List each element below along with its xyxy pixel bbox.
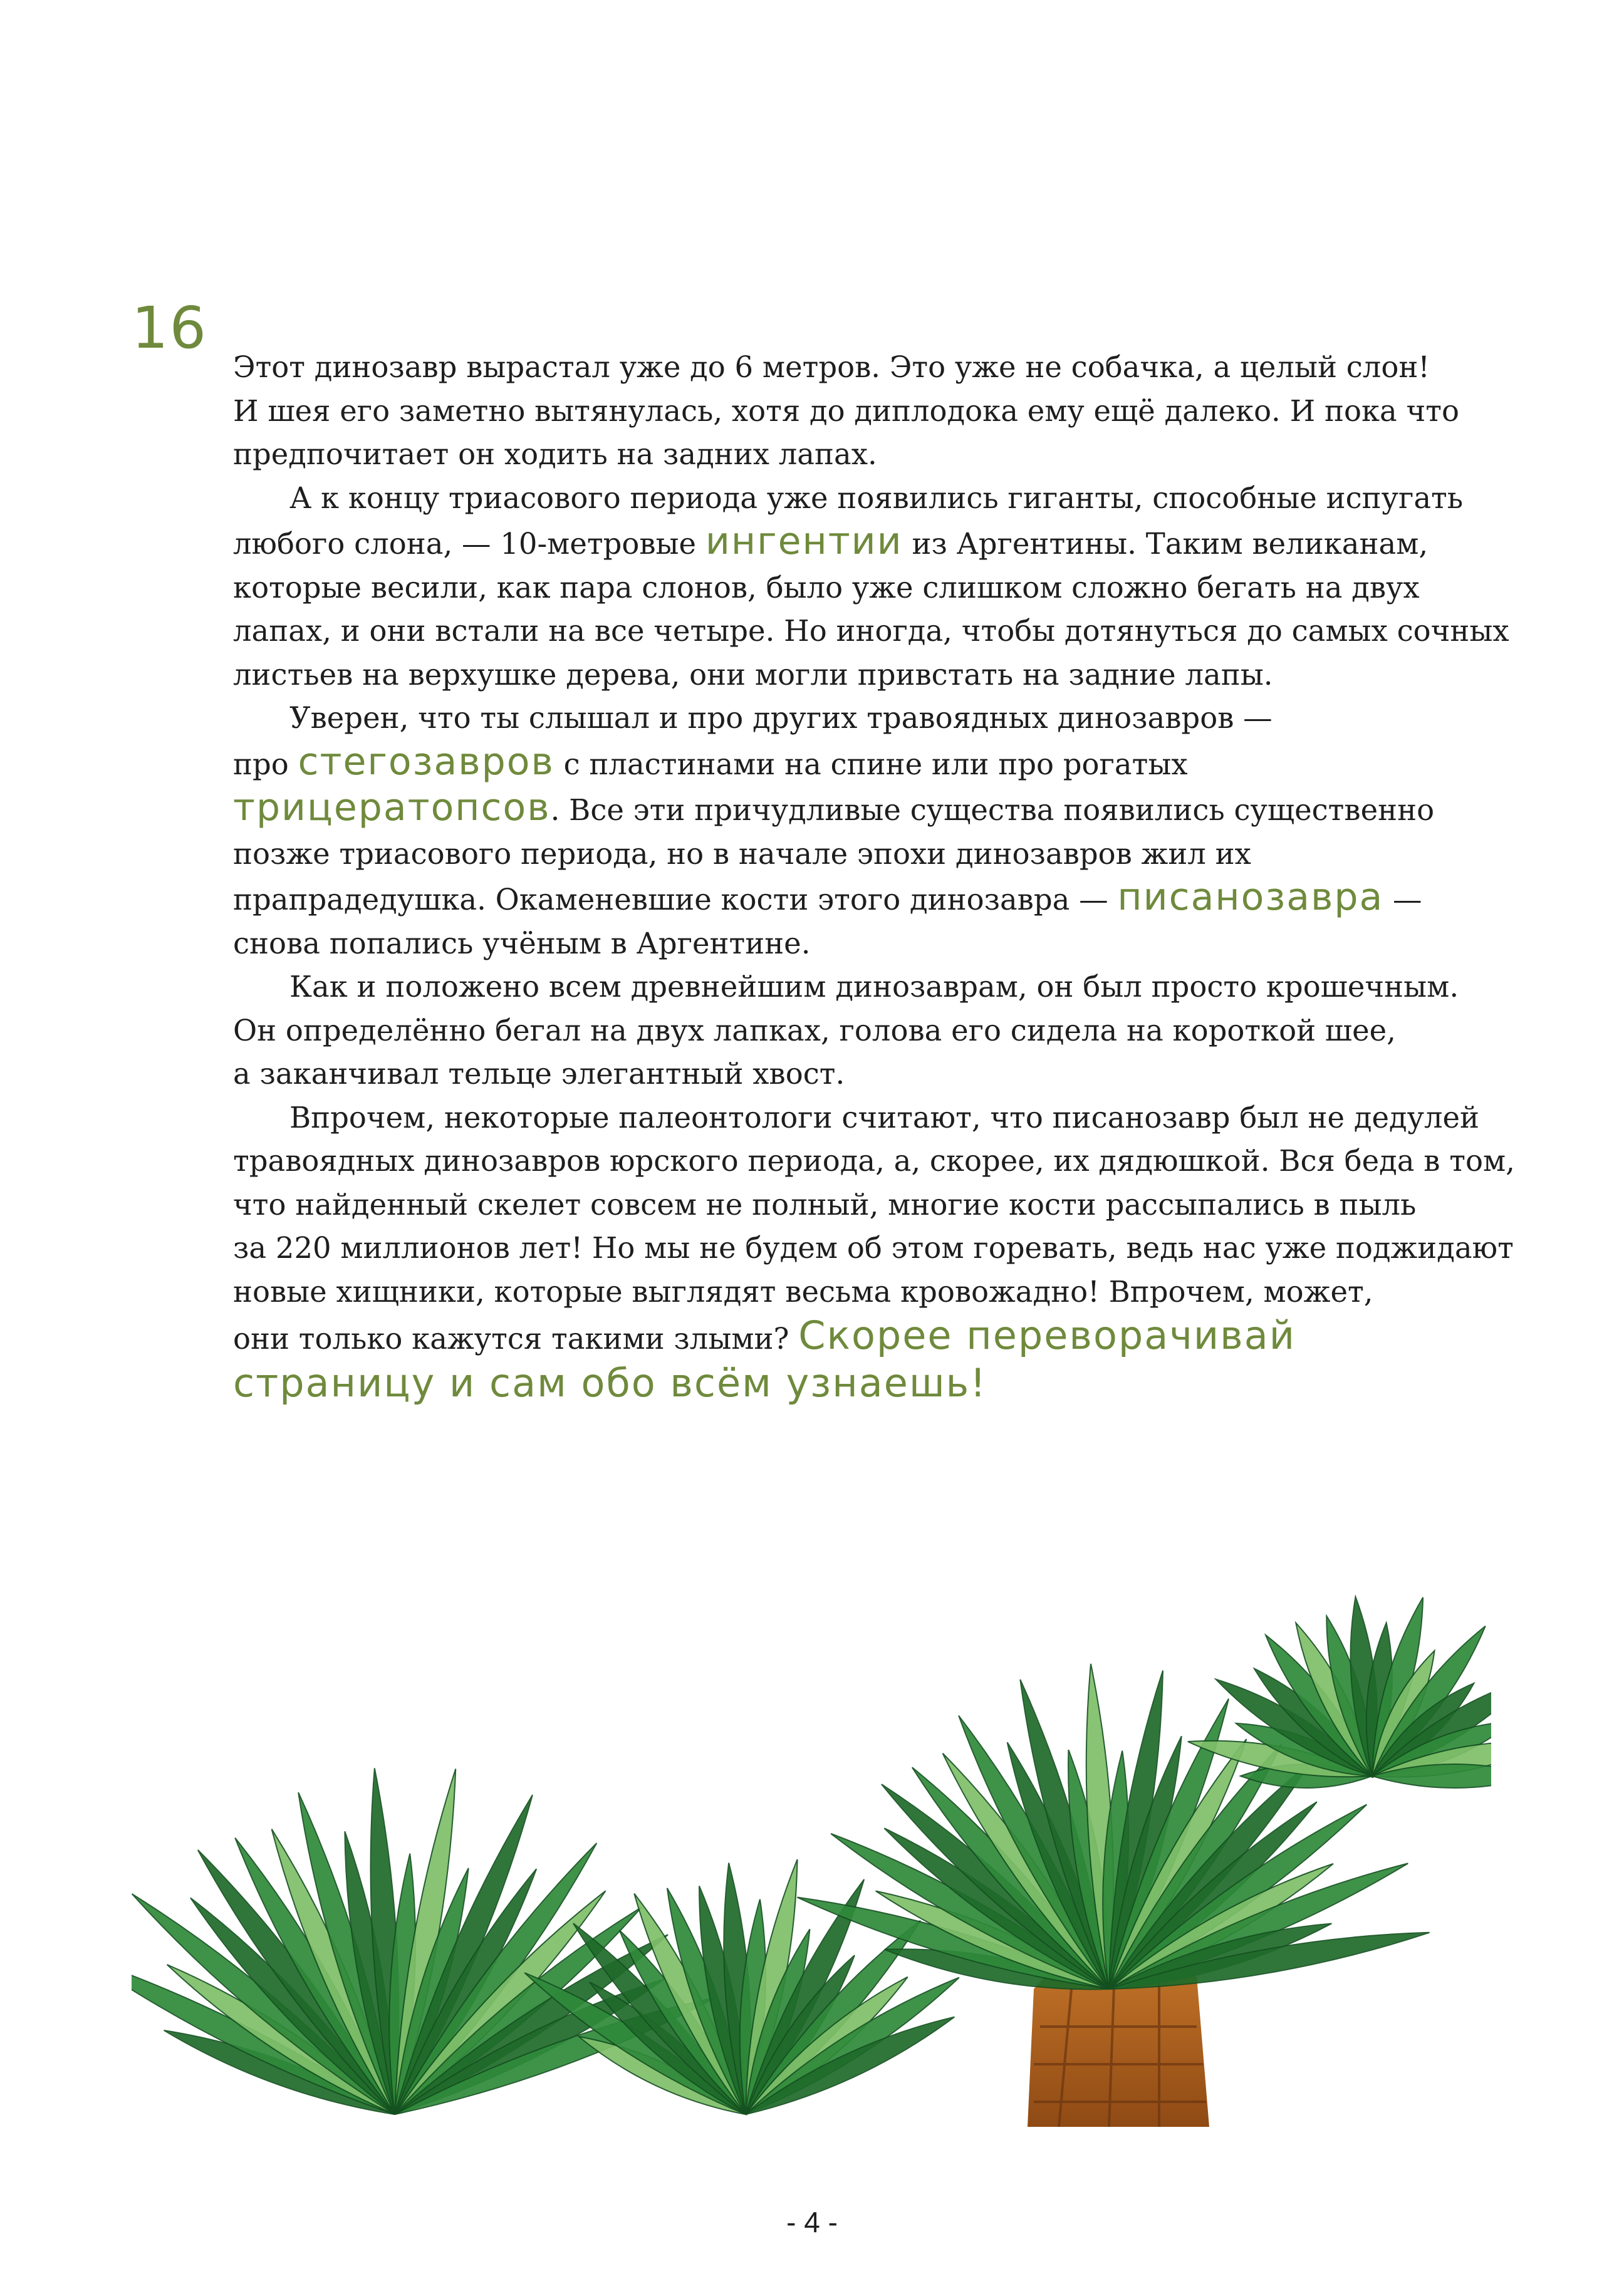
p5-line-6a: они только кажутся такими злыми?	[233, 1322, 799, 1356]
p3-line-2a: про	[233, 747, 298, 781]
p2-line-2c: из Аргентины. Таким великанам,	[902, 527, 1429, 561]
p3-line-5a: прапрадедушка. Окаменевшие кости этого динозавра —	[233, 883, 1118, 917]
highlight-triceratops: трицератопсов	[233, 786, 551, 829]
paragraph-1	[233, 346, 1517, 477]
highlight-ingentia: ингентии	[705, 519, 903, 563]
article-body	[233, 346, 1517, 1408]
p1-line-3: предпочитает он ходить на задних лапах.	[233, 437, 877, 471]
paragraph-3	[233, 697, 1517, 965]
p5-line-3: что найденный скелет совсем не полный, многие кости рассыпались в пыль	[233, 1187, 1417, 1222]
p5-line-1: Впрочем, некоторые палеонтологи считают, что писанозавр был не дедулей	[289, 1100, 1480, 1135]
call-to-action-1: Скорее переворачивай	[798, 1312, 1296, 1358]
highlight-stegosaurus: стегозавров	[298, 739, 554, 784]
p2-line-1: А к концу триасового периода уже появились гиганты, способные испугать	[289, 480, 1464, 515]
p3-line-2c: с пластинами на спине или про рогатых	[554, 747, 1188, 781]
p3-line-4: позже триасового периода, но в начале эпохи динозавров жил их	[233, 836, 1251, 871]
p5-line-5: новые хищники, которые выглядят весьма кровожадно! Впрочем, может,	[233, 1274, 1373, 1309]
p3-line-5c: —	[1383, 883, 1422, 917]
p1-line-1: Этот динозавр вырастал уже до 6 метров. Это уже не собачка, а целый слон!	[233, 350, 1430, 384]
p2-line-3: которые весили, как пара слонов, было уже слишком сложно бегать на двух	[233, 570, 1420, 605]
page-footer-number: - 4 -	[786, 2206, 838, 2238]
p2-line-2a: любого слона, — 10-метровые	[233, 527, 705, 561]
paragraph-2	[233, 477, 1517, 697]
cycad-plants-illustration	[132, 1551, 1491, 2127]
p2-line-5: листьев на верхушке дерева, они могли привстать на задние лапы.	[233, 657, 1273, 692]
p2-line-4: лапах, и они встали на все четыре. Но иногда, чтобы дотянуться до самых сочных	[233, 614, 1509, 648]
p5-line-2: травоядных динозавров юрского периода, а, скорее, их дядюшкой. Вся беда в том,	[233, 1144, 1515, 1178]
p3-line-3b: . Все эти причудливые существа появились существенно	[550, 793, 1435, 827]
p4-line-2: Он определённо бегал на двух лапках, голова его сидела на короткой шее,	[233, 1013, 1396, 1047]
paragraph-4	[233, 965, 1517, 1096]
p1-line-2: И шея его заметно вытянулась, хотя до диплодока ему ещё далеко. И пока что	[233, 393, 1459, 428]
p3-line-1: Уверен, что ты слышал и про других травоядных динозавров —	[289, 701, 1273, 735]
paragraph-5	[233, 1096, 1517, 1409]
p4-line-1: Как и положено всем древнейшим динозаврам, он был просто крошечным.	[289, 970, 1459, 1004]
cycad-leaves	[132, 1597, 1491, 2114]
p3-line-6: снова попались учёным в Аргентине.	[233, 926, 811, 960]
p5-line-4: за 220 миллионов лет! Но мы не будем об этом горевать, ведь нас уже поджидают	[233, 1231, 1514, 1265]
p4-line-3: а заканчивал тельце элегантный хвост.	[233, 1057, 845, 1091]
highlight-pisanosaurus: писанозавра	[1117, 875, 1384, 919]
plants-svg	[132, 1551, 1491, 2127]
call-to-action-2: страницу и сам обо всём узнаешь!	[233, 1359, 987, 1406]
chapter-page-number: 16	[132, 294, 208, 361]
